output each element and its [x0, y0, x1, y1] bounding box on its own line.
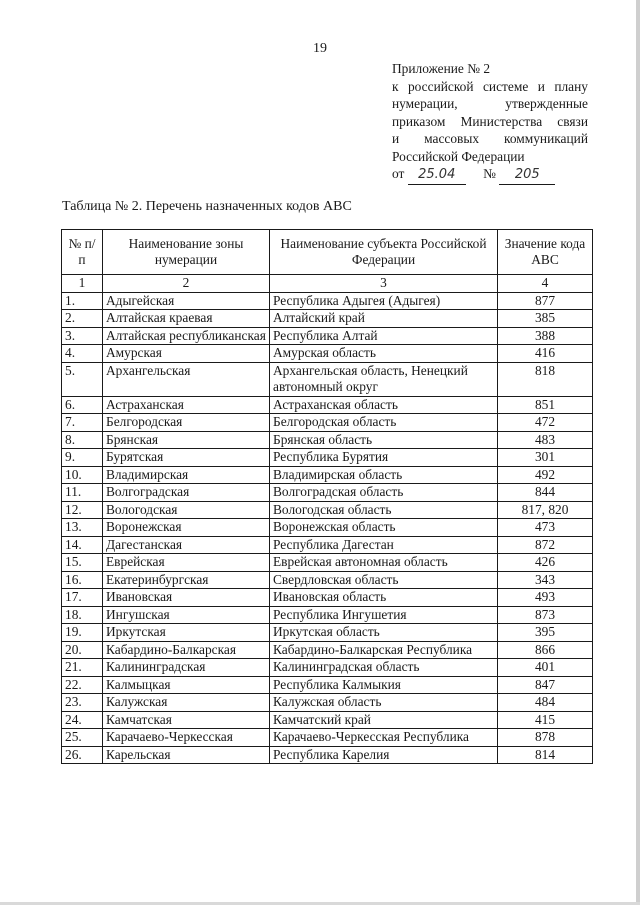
- row-number: 17.: [62, 589, 103, 607]
- handwritten-number: 205: [514, 167, 540, 182]
- zone-name: Амурская: [103, 345, 270, 363]
- row-number: 21.: [62, 659, 103, 677]
- table-row: [62, 571, 593, 589]
- subject-name: Калужская область: [270, 694, 498, 712]
- handwritten-date: 25.04: [418, 167, 456, 182]
- header-number: № п/п: [62, 230, 103, 275]
- subject-name: Республика Калмыкия: [270, 676, 498, 694]
- table-row: [62, 414, 593, 432]
- number-field: [499, 165, 555, 185]
- date-prefix: от: [392, 166, 405, 181]
- subject-name: Брянская область: [270, 431, 498, 449]
- abc-code: 814: [498, 746, 593, 764]
- zone-name: Екатеринбургская: [103, 571, 270, 589]
- abc-code: 818: [498, 362, 593, 396]
- row-number: 23.: [62, 694, 103, 712]
- table-row: [62, 694, 593, 712]
- table-row: [62, 310, 593, 328]
- row-number: 24.: [62, 711, 103, 729]
- subject-name: Еврейская автономная область: [270, 554, 498, 572]
- subject-name: Камчатский край: [270, 711, 498, 729]
- table-row: [62, 484, 593, 502]
- subject-name: Астраханская область: [270, 396, 498, 414]
- row-number: 20.: [62, 641, 103, 659]
- subject-name: Республика Адыгея (Адыгея): [270, 292, 498, 310]
- appendix-header: [392, 60, 588, 183]
- row-number: 11.: [62, 484, 103, 502]
- row-number: 7.: [62, 414, 103, 432]
- column-number: 2: [103, 275, 270, 293]
- subject-name: Воронежская область: [270, 519, 498, 537]
- zone-name: Адыгейская: [103, 292, 270, 310]
- row-number: 9.: [62, 449, 103, 467]
- subject-name: Ивановская область: [270, 589, 498, 607]
- subject-name: Волгоградская область: [270, 484, 498, 502]
- abc-code: 473: [498, 519, 593, 537]
- abc-code: 493: [498, 589, 593, 607]
- date-field: [408, 165, 466, 185]
- zone-name: Алтайская республиканская: [103, 327, 270, 345]
- column-number-row: [62, 275, 593, 293]
- subject-name: Республика Ингушетия: [270, 606, 498, 624]
- zone-name: Владимирская: [103, 466, 270, 484]
- column-number: 4: [498, 275, 593, 293]
- abc-code: 847: [498, 676, 593, 694]
- header-zone: Наименование зоны нумерации: [103, 230, 270, 275]
- table-row: [62, 729, 593, 747]
- zone-name: Кабардино-Балкарская: [103, 641, 270, 659]
- abc-code: 301: [498, 449, 593, 467]
- subject-name: Республика Бурятия: [270, 449, 498, 467]
- table-caption: Таблица № 2. Перечень назначенных кодов ABC: [62, 199, 352, 214]
- abc-code: 472: [498, 414, 593, 432]
- number-prefix: №: [483, 166, 496, 181]
- table-row: [62, 501, 593, 519]
- zone-name: Воронежская: [103, 519, 270, 537]
- table-row: [62, 466, 593, 484]
- header-subject: Наименование субъекта Российской Федерации: [270, 230, 498, 275]
- row-number: 15.: [62, 554, 103, 572]
- table-row: [62, 345, 593, 363]
- table-header-row: [62, 230, 593, 275]
- subject-name: Республика Карелия: [270, 746, 498, 764]
- table-row: [62, 536, 593, 554]
- subject-name: Алтайский край: [270, 310, 498, 328]
- zone-name: Волгоградская: [103, 484, 270, 502]
- abc-code: 872: [498, 536, 593, 554]
- abc-code: 401: [498, 659, 593, 677]
- abc-code: 388: [498, 327, 593, 345]
- subject-name: Кабардино-Балкарская Республика: [270, 641, 498, 659]
- scan-edge: [636, 0, 640, 905]
- row-number: 1.: [62, 292, 103, 310]
- abc-code: 483: [498, 431, 593, 449]
- zone-name: Камчатская: [103, 711, 270, 729]
- zone-name: Калужская: [103, 694, 270, 712]
- row-number: 8.: [62, 431, 103, 449]
- zone-name: Астраханская: [103, 396, 270, 414]
- zone-name: Дагестанская: [103, 536, 270, 554]
- row-number: 3.: [62, 327, 103, 345]
- table-row: [62, 589, 593, 607]
- abc-code: 866: [498, 641, 593, 659]
- abc-code: 492: [498, 466, 593, 484]
- abc-code: 817, 820: [498, 501, 593, 519]
- row-number: 2.: [62, 310, 103, 328]
- appendix-title: Приложение № 2: [392, 61, 491, 76]
- appendix-line: к российской системе и плану: [392, 78, 588, 94]
- appendix-line: приказом Министерства связи: [392, 113, 588, 129]
- abc-code: 878: [498, 729, 593, 747]
- zone-name: Архангельская: [103, 362, 270, 396]
- zone-name: Карельская: [103, 746, 270, 764]
- zone-name: Калининградская: [103, 659, 270, 677]
- table-row: [62, 659, 593, 677]
- appendix-line: нумерации, утвержденные: [392, 96, 588, 111]
- zone-name: Брянская: [103, 431, 270, 449]
- abc-code: 844: [498, 484, 593, 502]
- row-number: 4.: [62, 345, 103, 363]
- table-body: [62, 292, 593, 764]
- abc-code: 426: [498, 554, 593, 572]
- table-row: [62, 362, 593, 396]
- table-row: [62, 676, 593, 694]
- abc-code: 343: [498, 571, 593, 589]
- zone-name: Еврейская: [103, 554, 270, 572]
- row-number: 19.: [62, 624, 103, 642]
- page-number: 19: [313, 41, 327, 56]
- abc-code: 851: [498, 396, 593, 414]
- subject-name: Иркутская область: [270, 624, 498, 642]
- subject-name: Свердловская область: [270, 571, 498, 589]
- zone-name: Калмыцкая: [103, 676, 270, 694]
- subject-name: Вологодская область: [270, 501, 498, 519]
- table-row: [62, 519, 593, 537]
- zone-name: Ингушская: [103, 606, 270, 624]
- subject-name: Владимирская область: [270, 466, 498, 484]
- table-row: [62, 292, 593, 310]
- table-row: [62, 711, 593, 729]
- column-number: 1: [62, 275, 103, 293]
- subject-name: Республика Алтай: [270, 327, 498, 345]
- subject-name: Амурская область: [270, 345, 498, 363]
- row-number: 26.: [62, 746, 103, 764]
- abc-code: 416: [498, 345, 593, 363]
- row-number: 22.: [62, 676, 103, 694]
- zone-name: Алтайская краевая: [103, 310, 270, 328]
- table-row: [62, 554, 593, 572]
- appendix-line: и массовых коммуникаций: [392, 131, 588, 146]
- row-number: 13.: [62, 519, 103, 537]
- order-reference: [392, 165, 588, 183]
- subject-name: Калининградская область: [270, 659, 498, 677]
- table-row: [62, 449, 593, 467]
- appendix-line: Российской Федерации: [392, 148, 525, 164]
- zone-name: Белгородская: [103, 414, 270, 432]
- row-number: 25.: [62, 729, 103, 747]
- row-number: 14.: [62, 536, 103, 554]
- header-code: Значение кода ABC: [498, 230, 593, 275]
- subject-name: Белгородская область: [270, 414, 498, 432]
- abc-code: 415: [498, 711, 593, 729]
- subject-name: Республика Дагестан: [270, 536, 498, 554]
- abc-code: 395: [498, 624, 593, 642]
- table-row: [62, 431, 593, 449]
- table-row: [62, 327, 593, 345]
- table-row: [62, 396, 593, 414]
- table-row: [62, 624, 593, 642]
- table-row: [62, 641, 593, 659]
- row-number: 12.: [62, 501, 103, 519]
- zone-name: Бурятская: [103, 449, 270, 467]
- row-number: 6.: [62, 396, 103, 414]
- table-row: [62, 746, 593, 764]
- column-number: 3: [270, 275, 498, 293]
- table-row: [62, 606, 593, 624]
- row-number: 5.: [62, 362, 103, 396]
- row-number: 10.: [62, 466, 103, 484]
- abc-code: 873: [498, 606, 593, 624]
- abc-code: 877: [498, 292, 593, 310]
- zone-name: Иркутская: [103, 624, 270, 642]
- zone-name: Ивановская: [103, 589, 270, 607]
- abc-codes-table: [61, 229, 593, 764]
- zone-name: Вологодская: [103, 501, 270, 519]
- abc-code: 385: [498, 310, 593, 328]
- zone-name: Карачаево-Черкесская: [103, 729, 270, 747]
- row-number: 18.: [62, 606, 103, 624]
- row-number: 16.: [62, 571, 103, 589]
- subject-name: Карачаево-Черкесская Республика: [270, 729, 498, 747]
- subject-name: Архангельская область, Ненецкий автономный округ: [270, 362, 498, 396]
- abc-code: 484: [498, 694, 593, 712]
